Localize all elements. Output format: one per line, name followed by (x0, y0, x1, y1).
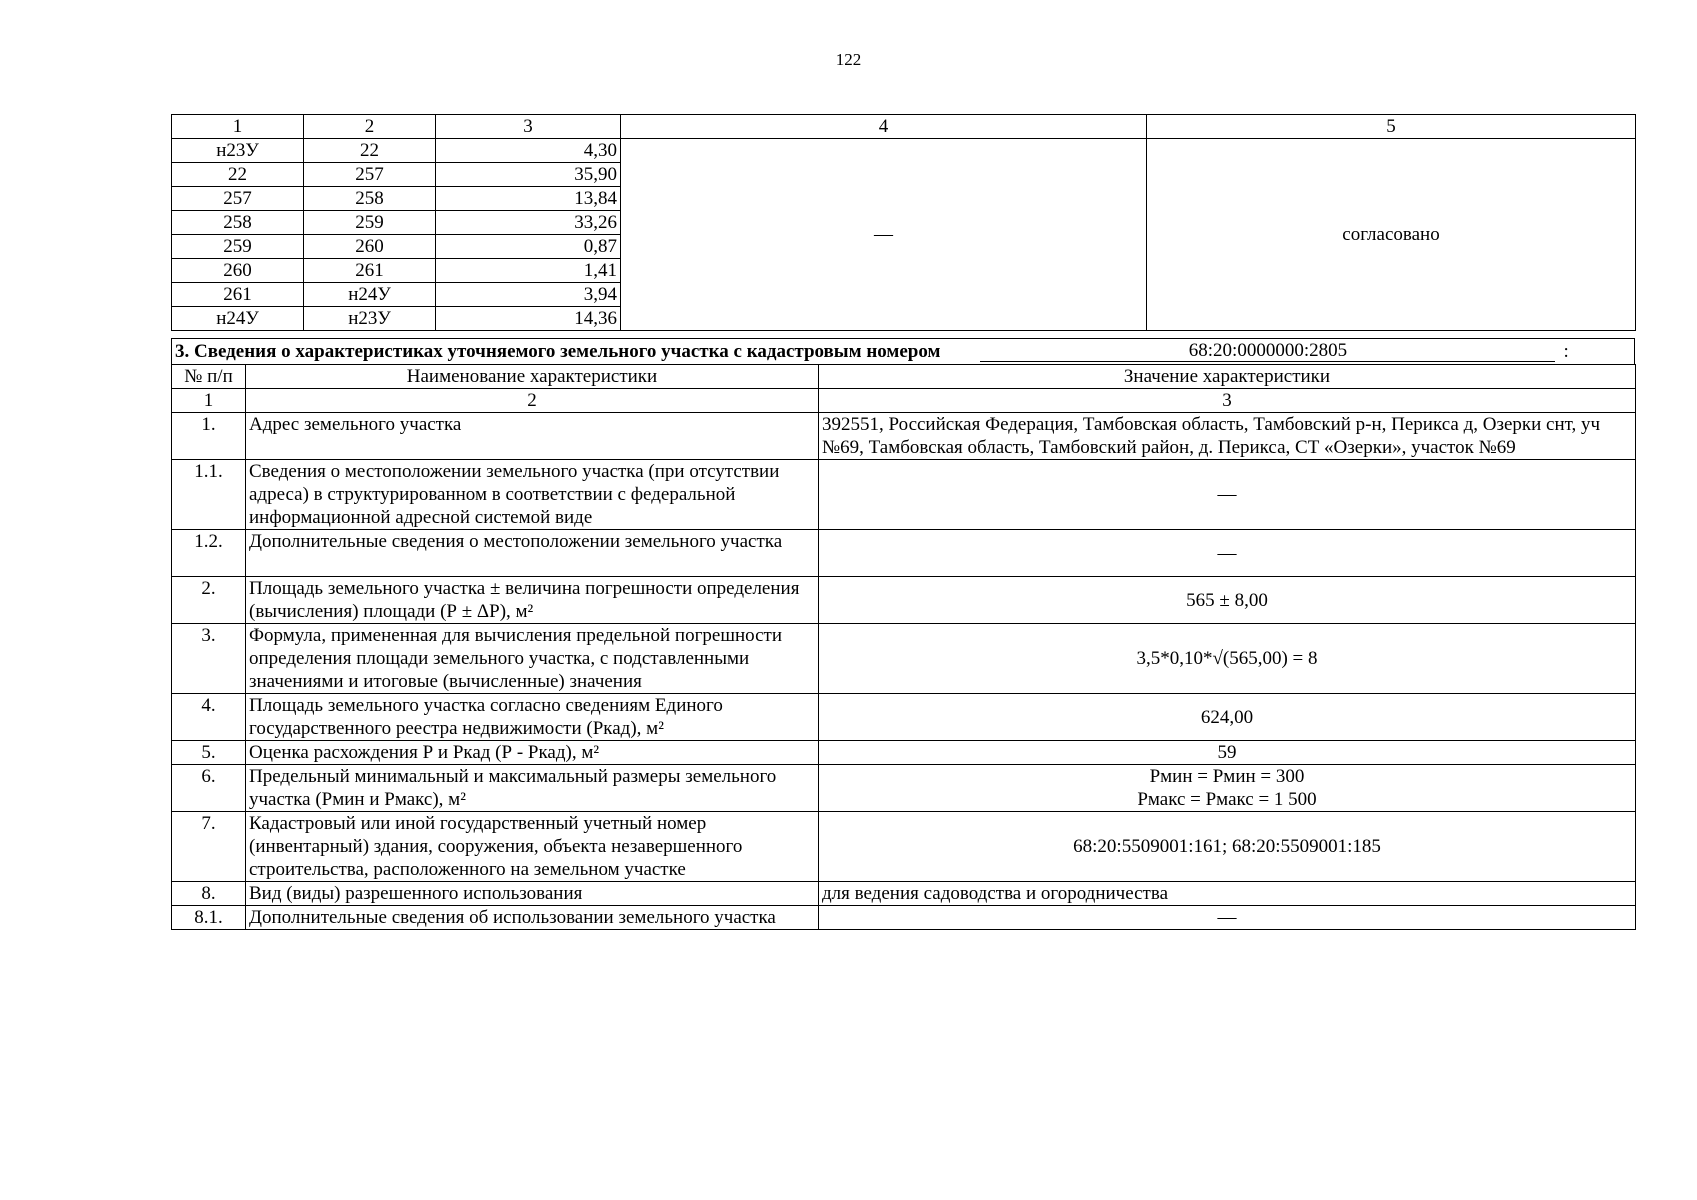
char-colnum-row (172, 389, 1636, 413)
row-name: Предельный минимальный и максимальный размеры земельного участка (Рмин и Рмакс), м² (246, 765, 819, 812)
boundary-col5-value: согласовано (1147, 139, 1636, 331)
table-row (172, 139, 1636, 163)
section-3-title: 3. Сведения о характеристиках уточняемого земельного участка с кадастровым номером (175, 340, 941, 362)
row-value: 392551, Российская Федерация, Тамбовская область, Тамбовский р-н, Перикса д, Озерки снт, уч №69, Тамбовская область, Тамбовский район, д. Перикса, СТ «Озерки», участок №69 (819, 413, 1636, 460)
p-max-value: Рмакс = Рмакс = 1 500 (1137, 789, 1317, 810)
row-num: 1.2. (172, 530, 246, 577)
from-point: 257 (172, 187, 304, 211)
section-3-header (171, 338, 1635, 364)
from-point: 261 (172, 283, 304, 307)
table-row (172, 812, 1636, 882)
colon: : (1563, 340, 1569, 362)
to-point: 260 (304, 235, 436, 259)
char-header-row (172, 365, 1636, 389)
from-point: н23У (172, 139, 304, 163)
row-num: 1. (172, 413, 246, 460)
p-min-value: Рмин = Рмин = 300 (1149, 766, 1305, 787)
row-name: Формула, примененная для вычисления предельной погрешности определения площади земельного участка, с подставленными значениями и итоговые (вычисленные) значения (246, 624, 819, 694)
boundary-header-cell: 2 (304, 115, 436, 139)
row-num: 8.1. (172, 906, 246, 930)
header-name: Наименование характеристики (246, 365, 819, 389)
boundary-table (171, 114, 1636, 331)
boundary-header-row (172, 115, 1636, 139)
table-row (172, 694, 1636, 741)
from-point: 22 (172, 163, 304, 187)
boundary-header-cell: 1 (172, 115, 304, 139)
to-point: н23У (304, 307, 436, 331)
table-row (172, 882, 1636, 906)
colnum: 3 (819, 389, 1636, 413)
from-point: 260 (172, 259, 304, 283)
row-num: 2. (172, 577, 246, 624)
to-point: 261 (304, 259, 436, 283)
row-value: 68:20:5509001:161; 68:20:5509001:185 (819, 812, 1636, 882)
row-num: 1.1. (172, 460, 246, 530)
table-row (172, 906, 1636, 930)
distance: 13,84 (436, 187, 621, 211)
characteristics-table (171, 364, 1636, 930)
row-value: 624,00 (819, 694, 1636, 741)
distance: 33,26 (436, 211, 621, 235)
boundary-col4-value: — (621, 139, 1147, 331)
row-name: Дополнительные сведения о местоположении земельного участка (246, 530, 819, 577)
row-name: Адрес земельного участка (246, 413, 819, 460)
row-value: — (819, 906, 1636, 930)
row-name: Сведения о местоположении земельного участка (при отсутствии адреса) в структурированном в соответствии с федеральной информационной адресной системой виде (246, 460, 819, 530)
row-name: Площадь земельного участка ± величина погрешности определения (вычисления) площади (Р ± ΔР), м² (246, 577, 819, 624)
row-value-group (819, 765, 1636, 812)
row-value: 3,5*0,10*√(565,00) = 8 (819, 624, 1636, 694)
row-name: Вид (виды) разрешенного использования (246, 882, 819, 906)
cadastral-number: 68:20:0000000:2805 (980, 341, 1555, 362)
row-num: 6. (172, 765, 246, 812)
distance: 35,90 (436, 163, 621, 187)
boundary-header-cell: 4 (621, 115, 1147, 139)
from-point: н24У (172, 307, 304, 331)
distance: 4,30 (436, 139, 621, 163)
table-row (172, 624, 1636, 694)
boundary-header-cell: 5 (1147, 115, 1636, 139)
row-value: 565 ± 8,00 (819, 577, 1636, 624)
row-value: для ведения садоводства и огородничества (819, 882, 1636, 906)
from-point: 259 (172, 235, 304, 259)
distance: 14,36 (436, 307, 621, 331)
row-name: Оценка расхождения Р и Ркад (Р - Ркад), м² (246, 741, 819, 765)
page-number: 122 (835, 50, 862, 69)
distance: 1,41 (436, 259, 621, 283)
table-row (172, 530, 1636, 577)
from-point: 258 (172, 211, 304, 235)
table-row (172, 765, 1636, 812)
row-num: 7. (172, 812, 246, 882)
section-3-title-row (171, 338, 1635, 364)
row-value: 59 (819, 741, 1636, 765)
header-num: № п/п (172, 365, 246, 389)
to-point: 259 (304, 211, 436, 235)
colnum: 1 (172, 389, 246, 413)
row-value: — (819, 460, 1636, 530)
table-row (172, 460, 1636, 530)
colnum: 2 (246, 389, 819, 413)
row-name: Площадь земельного участка согласно сведениям Единого государственного реестра недвижимости (Ркад), м² (246, 694, 819, 741)
header-value: Значение характеристики (819, 365, 1636, 389)
table-row (172, 577, 1636, 624)
table-row (172, 413, 1636, 460)
row-num: 5. (172, 741, 246, 765)
row-num: 3. (172, 624, 246, 694)
to-point: 258 (304, 187, 436, 211)
distance: 3,94 (436, 283, 621, 307)
row-name: Дополнительные сведения об использовании земельного участка (246, 906, 819, 930)
row-num: 8. (172, 882, 246, 906)
row-num: 4. (172, 694, 246, 741)
to-point: н24У (304, 283, 436, 307)
distance: 0,87 (436, 235, 621, 259)
to-point: 22 (304, 139, 436, 163)
boundary-header-cell: 3 (436, 115, 621, 139)
to-point: 257 (304, 163, 436, 187)
row-name: Кадастровый или иной государственный учетный номер (инвентарный) здания, сооружения, объекта незавершенного строительства, расположенного на земельном участке (246, 812, 819, 882)
table-row (172, 741, 1636, 765)
row-value: — (819, 530, 1636, 577)
